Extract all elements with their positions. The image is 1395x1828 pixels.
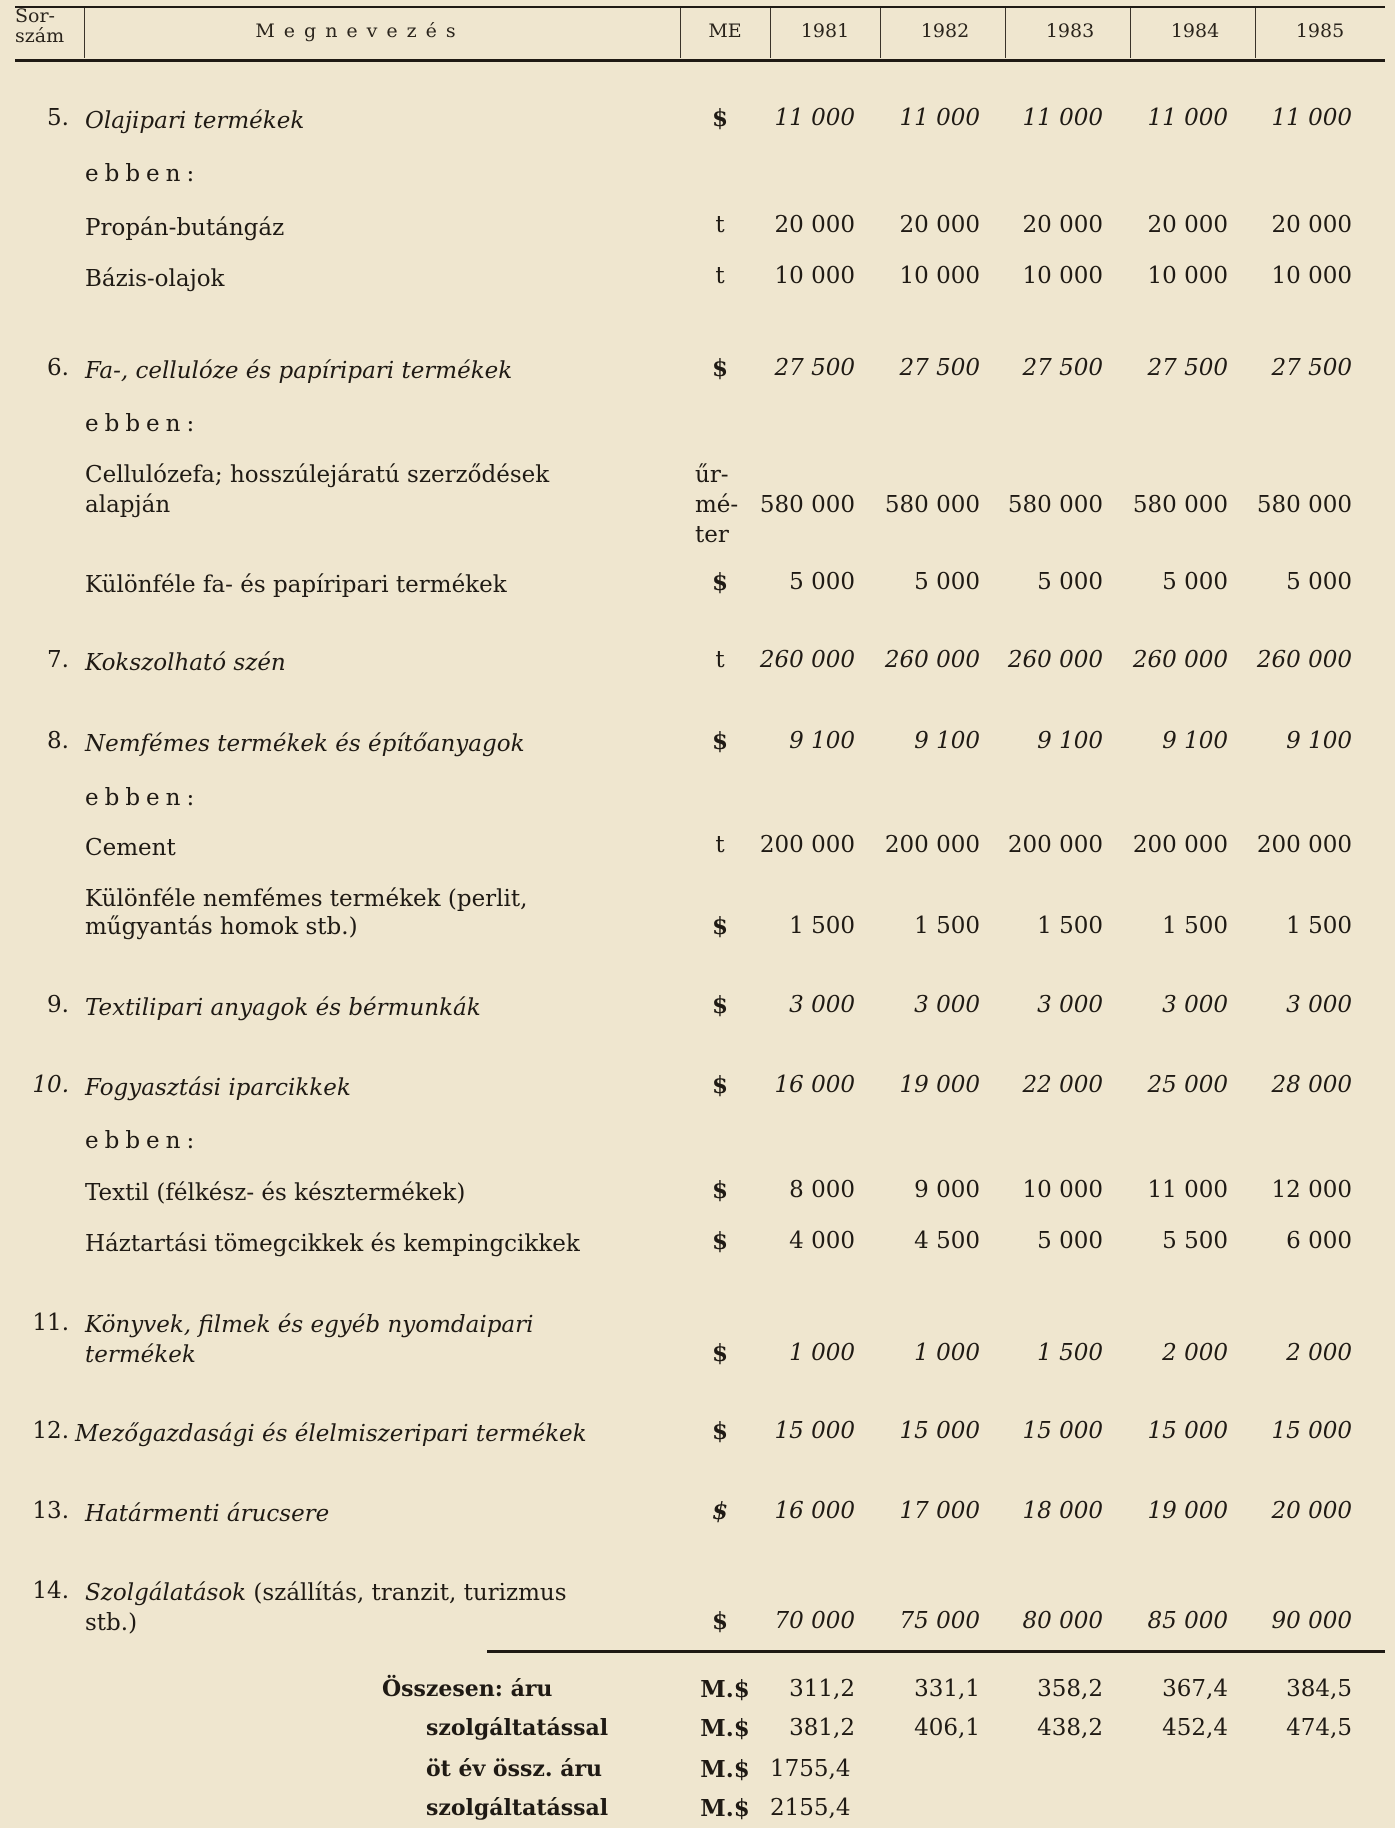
value-1983: 1 500 <box>1037 913 1103 939</box>
value-1981: 9 100 <box>789 728 855 754</box>
value-1983: 5 000 <box>1037 1228 1103 1254</box>
header-year-1982: 1982 <box>920 20 970 42</box>
totals-label: szolgáltatással <box>426 1715 609 1741</box>
value-1981: 1 000 <box>789 1340 855 1366</box>
row-label: Bázis-olajok <box>85 266 225 292</box>
value-1981: 3 000 <box>789 992 855 1018</box>
row-unit: $ <box>711 105 728 132</box>
value-1982: 5 000 <box>914 569 980 595</box>
value-1982: 19 000 <box>899 1072 980 1098</box>
totals-unit: M.$ <box>700 1795 750 1822</box>
value-1981: 4 000 <box>789 1228 855 1254</box>
value-1981: 311,2 <box>789 1676 855 1702</box>
value-1983: 358,2 <box>1037 1676 1103 1702</box>
value-1985: 6 000 <box>1286 1228 1352 1254</box>
value-1985: 5 000 <box>1286 569 1352 595</box>
row-label: ebben: <box>85 411 201 437</box>
row-label: Mezőgazdasági és élelmiszeripari termékek <box>75 1421 587 1447</box>
value-1984: 10 000 <box>1147 263 1228 289</box>
value-1983: 18 000 <box>1022 1498 1103 1524</box>
value-1983: 260 000 <box>1007 647 1103 673</box>
value-1983: 27 500 <box>1022 355 1103 381</box>
row-label: Fa-, cellulóze és papíripari termékek <box>85 358 513 384</box>
value-1981: 1 500 <box>789 913 855 939</box>
value-1984: 5 500 <box>1162 1228 1228 1254</box>
row-label: ebben: <box>85 1128 201 1154</box>
value-1981: 16 000 <box>774 1072 855 1098</box>
value-1985: 90 000 <box>1271 1608 1352 1634</box>
value-1984: 11 000 <box>1147 105 1228 131</box>
header-year-1984: 1984 <box>1170 20 1220 42</box>
row-label: Olajipari termékek <box>85 108 305 134</box>
row-number: 13. <box>32 1498 69 1524</box>
value-1985: 9 100 <box>1286 728 1352 754</box>
value-1983: 580 000 <box>1007 492 1103 518</box>
value-1983: 1 500 <box>1037 1340 1103 1366</box>
header-year-1981: 1981 <box>800 20 850 42</box>
totals-unit: M.$ <box>700 1676 750 1703</box>
value-1981: 260 000 <box>759 647 855 673</box>
row-unit: t <box>715 832 725 858</box>
five-year-total: 1755,4 <box>770 1756 851 1782</box>
value-1982: 9 000 <box>914 1177 980 1203</box>
row-label: Cement <box>85 835 176 861</box>
row-number: 5. <box>47 105 69 131</box>
value-1985: 1 500 <box>1286 913 1352 939</box>
row-label: Textil (félkész- és késztermékek) <box>85 1180 466 1206</box>
top-rule <box>15 6 1385 8</box>
row-unit: t <box>715 263 725 289</box>
value-1983: 20 000 <box>1022 212 1103 238</box>
value-1984: 27 500 <box>1147 355 1228 381</box>
header-rule <box>15 59 1385 62</box>
value-1985: 474,5 <box>1286 1715 1352 1741</box>
row-unit: $ <box>711 1228 728 1255</box>
value-1983: 80 000 <box>1022 1608 1103 1634</box>
value-1984: 1 500 <box>1162 913 1228 939</box>
row-unit: $ <box>711 1072 728 1099</box>
row-unit: $ <box>711 913 728 940</box>
value-1985: 28 000 <box>1271 1072 1352 1098</box>
row-number: 14. <box>32 1578 69 1604</box>
value-1983: 10 000 <box>1022 1177 1103 1203</box>
row-unit: $ <box>711 1498 728 1525</box>
value-1981: 27 500 <box>774 355 855 381</box>
value-1984: 367,4 <box>1162 1676 1228 1702</box>
value-1981: 70 000 <box>774 1608 855 1634</box>
header-sorszam: Sor- szám <box>15 5 65 47</box>
value-1984: 5 000 <box>1162 569 1228 595</box>
value-1984: 15 000 <box>1147 1418 1228 1444</box>
totals-unit: M.$ <box>700 1756 750 1783</box>
row-number: 6. <box>47 355 69 381</box>
value-1982: 200 000 <box>884 832 980 858</box>
value-1985: 12 000 <box>1271 1177 1352 1203</box>
value-1985: 580 000 <box>1256 492 1352 518</box>
row-unit: $ <box>711 1418 728 1445</box>
totals-label: szolgáltatással <box>426 1795 609 1821</box>
value-1984: 452,4 <box>1162 1715 1228 1741</box>
header-year-1983: 1983 <box>1045 20 1095 42</box>
totals-label: Összesen: áru <box>382 1676 553 1702</box>
value-1985: 15 000 <box>1271 1418 1352 1444</box>
value-1984: 19 000 <box>1147 1498 1228 1524</box>
value-1981: 16 000 <box>774 1498 855 1524</box>
five-year-total-services: 2155,4 <box>770 1795 851 1821</box>
value-1982: 11 000 <box>899 105 980 131</box>
row-unit: űr- mé- ter <box>695 462 739 548</box>
value-1982: 17 000 <box>899 1498 980 1524</box>
row-unit: $ <box>711 1608 728 1635</box>
row-unit: $ <box>711 992 728 1019</box>
value-1985: 200 000 <box>1256 832 1352 858</box>
row-number: 8. <box>47 728 69 754</box>
value-1984: 11 000 <box>1147 1177 1228 1203</box>
row-label: Könyvek, filmek és egyéb nyomdaipari termékek <box>85 1312 534 1368</box>
value-1984: 25 000 <box>1147 1072 1228 1098</box>
value-1984: 260 000 <box>1132 647 1228 673</box>
row-unit: t <box>715 212 725 238</box>
value-1984: 2 000 <box>1162 1340 1228 1366</box>
value-1984: 3 000 <box>1162 992 1228 1018</box>
row-label: Különféle nemfémes termékek (perlit, műgyantás homok stb.) <box>85 886 528 940</box>
value-1984: 580 000 <box>1132 492 1228 518</box>
row-label: ebben: <box>85 785 201 811</box>
row-unit: t <box>715 647 725 673</box>
row-number: 10. <box>32 1072 69 1098</box>
value-1985: 20 000 <box>1271 212 1352 238</box>
value-1982: 20 000 <box>899 212 980 238</box>
value-1985: 20 000 <box>1271 1498 1352 1524</box>
value-1982: 406,1 <box>914 1715 980 1741</box>
row-unit: $ <box>711 1177 728 1204</box>
row-label: Nemfémes termékek és építőanyagok <box>85 731 525 757</box>
value-1981: 5 000 <box>789 569 855 595</box>
value-1983: 5 000 <box>1037 569 1103 595</box>
value-1983: 200 000 <box>1007 832 1103 858</box>
header-year-1985: 1985 <box>1295 20 1345 42</box>
value-1982: 4 500 <box>914 1228 980 1254</box>
row-label: Szolgálatások (szállítás, tranzit, turizmus stb.) <box>85 1580 567 1636</box>
value-1981: 20 000 <box>774 212 855 238</box>
row-label: Határmenti árucsere <box>85 1501 330 1527</box>
row-label: Cellulózefa; hosszúlejáratú szerződések alapján <box>85 462 550 518</box>
value-1982: 1 500 <box>914 913 980 939</box>
row-label: Háztartási tömegcikkek és kempingcikkek <box>85 1231 580 1257</box>
row-unit: $ <box>711 1340 728 1367</box>
value-1982: 27 500 <box>899 355 980 381</box>
value-1983: 438,2 <box>1037 1715 1103 1741</box>
value-1985: 2 000 <box>1286 1340 1352 1366</box>
value-1982: 331,1 <box>914 1676 980 1702</box>
row-label: Propán-butángáz <box>85 215 285 241</box>
row-label: Különféle fa- és papíripari termékek <box>85 572 507 598</box>
value-1982: 15 000 <box>899 1418 980 1444</box>
value-1981: 15 000 <box>774 1418 855 1444</box>
value-1982: 580 000 <box>884 492 980 518</box>
row-label: ebben: <box>85 161 201 187</box>
header-me: ME <box>708 20 742 42</box>
value-1985: 3 000 <box>1286 992 1352 1018</box>
value-1984: 20 000 <box>1147 212 1228 238</box>
row-unit: $ <box>711 355 728 382</box>
totals-rule <box>487 1650 1385 1653</box>
value-1981: 8 000 <box>789 1177 855 1203</box>
row-label: Fogyasztási iparcikkek <box>85 1075 351 1101</box>
value-1983: 3 000 <box>1037 992 1103 1018</box>
value-1985: 260 000 <box>1256 647 1352 673</box>
row-label: Textilipari anyagok és bérmunkák <box>85 995 481 1021</box>
value-1985: 384,5 <box>1286 1676 1352 1702</box>
value-1984: 200 000 <box>1132 832 1228 858</box>
value-1981: 381,2 <box>789 1715 855 1741</box>
row-number: 11. <box>32 1310 69 1336</box>
row-unit: $ <box>711 569 728 596</box>
value-1985: 27 500 <box>1271 355 1352 381</box>
value-1982: 260 000 <box>884 647 980 673</box>
row-number: 12. <box>32 1418 69 1444</box>
value-1982: 1 000 <box>914 1340 980 1366</box>
totals-label: öt év össz. áru <box>426 1756 603 1782</box>
row-number: 9. <box>47 992 69 1018</box>
value-1983: 10 000 <box>1022 263 1103 289</box>
value-1984: 9 100 <box>1162 728 1228 754</box>
value-1981: 11 000 <box>774 105 855 131</box>
value-1982: 9 100 <box>914 728 980 754</box>
row-label: Kokszolható szén <box>85 650 286 676</box>
value-1983: 9 100 <box>1037 728 1103 754</box>
row-number: 7. <box>47 647 69 673</box>
row-unit: $ <box>711 728 728 755</box>
value-1981: 200 000 <box>759 832 855 858</box>
value-1982: 10 000 <box>899 263 980 289</box>
value-1985: 11 000 <box>1271 105 1352 131</box>
totals-unit: M.$ <box>700 1715 750 1742</box>
value-1983: 15 000 <box>1022 1418 1103 1444</box>
value-1981: 10 000 <box>774 263 855 289</box>
value-1985: 10 000 <box>1271 263 1352 289</box>
value-1984: 85 000 <box>1147 1608 1228 1634</box>
value-1983: 22 000 <box>1022 1072 1103 1098</box>
value-1983: 11 000 <box>1022 105 1103 131</box>
value-1981: 580 000 <box>759 492 855 518</box>
value-1982: 3 000 <box>914 992 980 1018</box>
header-megnevezes: Megnevezés <box>255 20 465 42</box>
value-1982: 75 000 <box>899 1608 980 1634</box>
